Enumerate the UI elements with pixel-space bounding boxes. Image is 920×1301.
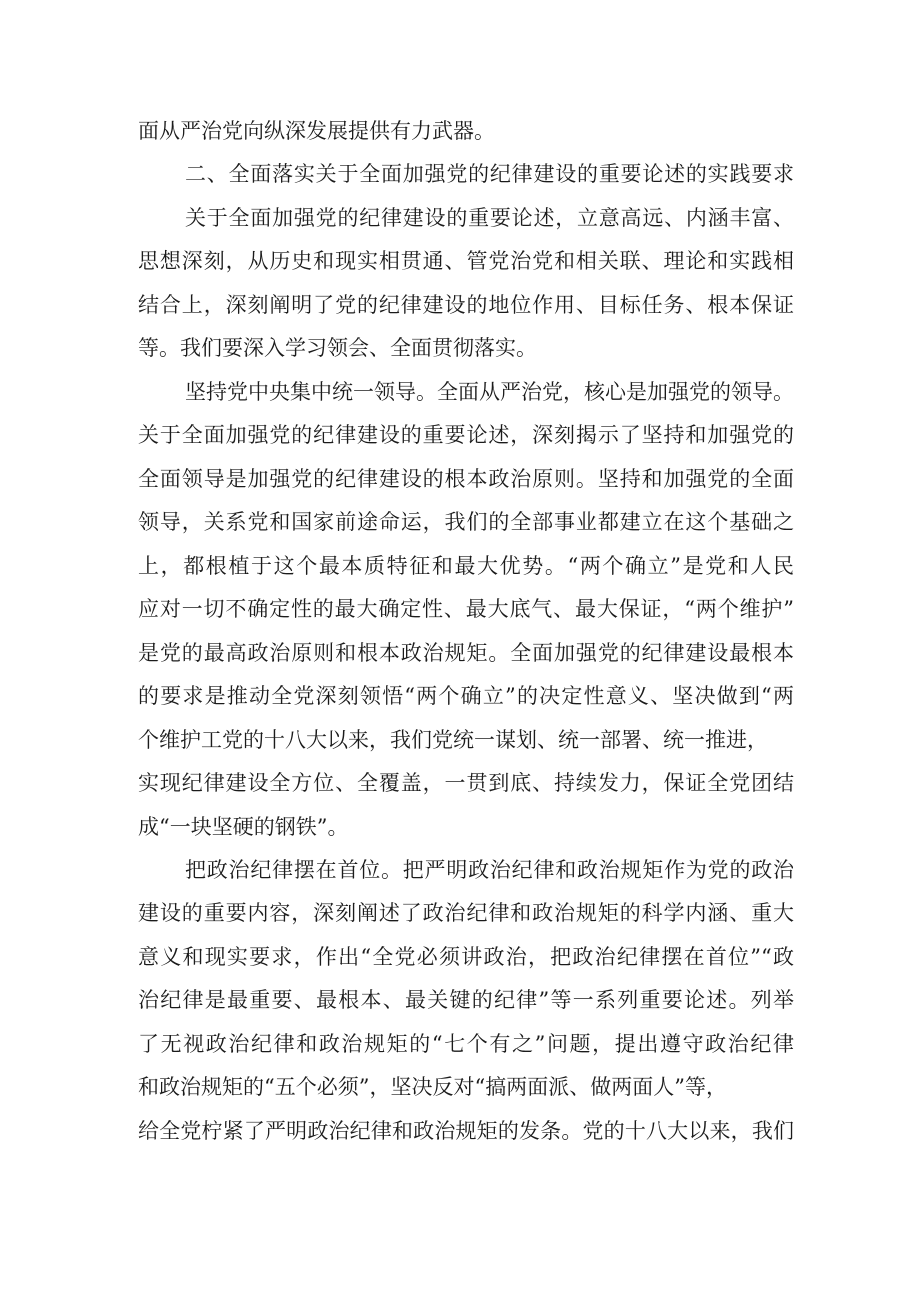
text-line: 全面领导是加强党的纪律建设的根本政治原则。坚持和加强党的全面 (138, 466, 794, 491)
text-line: 实现纪律建设全方位、全覆盖，一贯到底、持续发力，保证全党团结 (138, 771, 794, 796)
text-line: 是党的最高政治原则和根本政治规矩。全面加强党的纪律建设最根本 (138, 640, 794, 665)
text-line: 成“一块坚硬的钢铁”。 (138, 814, 349, 839)
paragraph (138, 197, 794, 371)
paragraph (138, 371, 794, 849)
section-heading-text: 二、全面落实关于全面加强党的纪律建设的重要论述的实践要求 (185, 162, 794, 187)
text-line: 个维护工党的十八大以来，我们党统一谋划、统一部署、统一推进， (138, 727, 768, 752)
text-line: 等。我们要深入学习领会、全面贯彻落实。 (138, 336, 537, 361)
text-line: 把政治纪律摆在首位。把严明政治纪律和政治规矩作为党的政治 (185, 857, 794, 882)
text-line: 面从严治党向纵深发展提供有力武器。 (138, 119, 495, 143)
text-line: 给全党柠紧了严明政治纪律和政治规矩的发条。党的十八大以来，我们 (138, 1118, 794, 1143)
text-line: 坚持党中央集中统一领导。全面从严治党，核心是加强党的领导。 (185, 379, 794, 404)
text-line: 上，都根植于这个最本质特征和最大优势。“两个确立”是党和人民 (138, 553, 794, 578)
text-line: 关于全面加强党的纪律建设的重要论述，立意高远、内涵丰富、 (185, 205, 794, 230)
text-line: 治纪律是最重要、最根本、最关键的纪律”等一系列重要论述。列举 (138, 988, 794, 1013)
document-body (138, 110, 794, 1153)
text-line: 领导，关系党和国家前途命运，我们的全部事业都建立在这个基础之 (138, 510, 794, 535)
text-line: 了无视政治纪律和政治规矩的“七个有之”问题，提出遵守政治纪律 (138, 1031, 794, 1056)
section-heading (138, 153, 794, 196)
text-line: 的要求是推动全党深刻领悟“两个确立”的决定性意义、坚决做到“两 (138, 684, 794, 709)
text-line: 思想深刻，从历史和现实相贯通、管党治党和相关联、理论和实践相 (138, 249, 794, 274)
text-line: 结合上，深刻阐明了党的纪律建设的地位作用、目标任务、根本保证 (138, 292, 794, 317)
text-line: 意义和现实要求，作出“全党必须讲政治，把政治纪律摆在首位”“政 (138, 944, 794, 969)
paragraph (138, 849, 794, 1153)
text-line: 关于全面加强党的纪律建设的重要论述，深刻揭示了坚持和加强党的 (138, 423, 794, 448)
text-line: 建设的重要内容，深刻阐述了政治纪律和政治规矩的科学内涵、重大 (138, 901, 794, 926)
text-line: 和政治规矩的“五个必须”，坚决反对“搞两面派、做两面人”等， (138, 1075, 727, 1100)
paragraph-continuation (138, 110, 794, 153)
text-line: 应对一切不确定性的最大确定性、最大底气、最大保证，“两个维护” (138, 597, 794, 622)
